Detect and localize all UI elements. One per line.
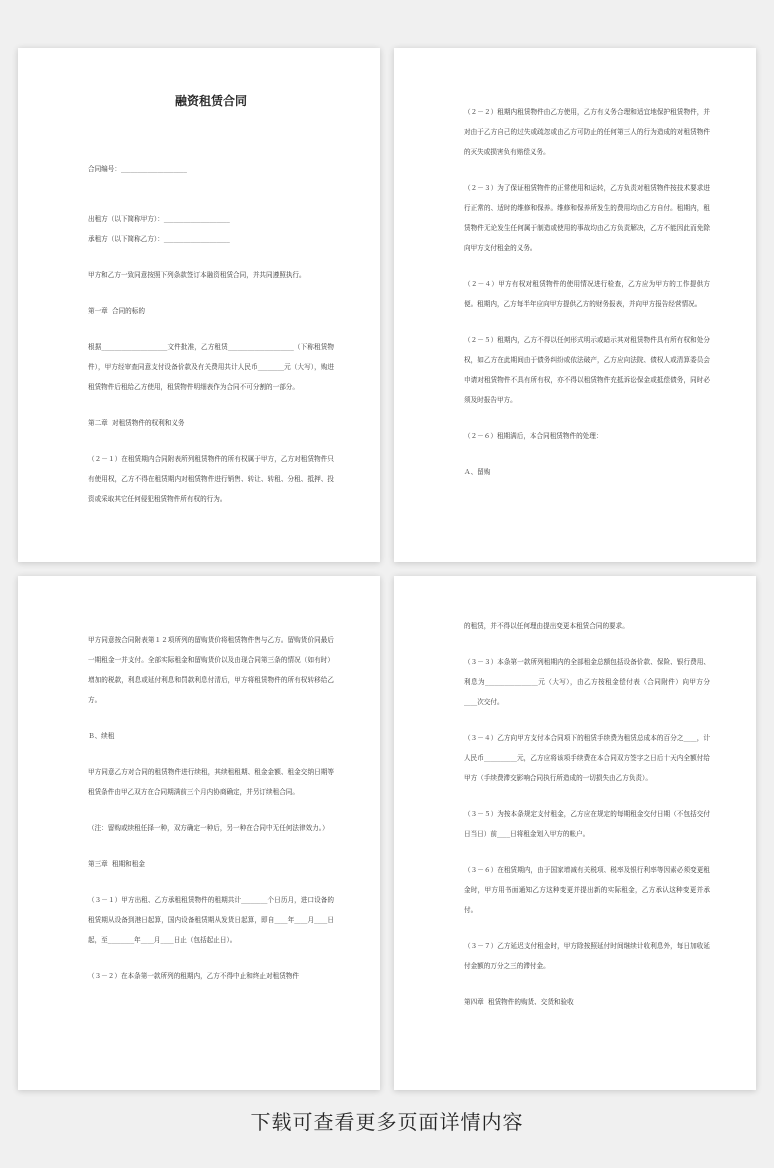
paragraph: 的租赁，并不得以任何理由提出变更本租赁合同的要求。	[464, 622, 629, 630]
chapter-heading: 第一章 合同的标的	[88, 307, 145, 315]
chapter-heading: 第四章 租赁物件的购货、交货和验收	[464, 998, 574, 1006]
paragraph: （３－４）乙方向甲方支付本合同项下的租赁手续费为租赁总成本的百分之____，计人民币__________元，乙方应将该项手续费在本合同双方签字之日后十天内全额付给甲方（手续费滞交影响合同执行所造成的一切损失由乙方负责）。	[464, 734, 710, 782]
document-page-3	[18, 576, 380, 1090]
document-title: 融资租赁合同	[174, 94, 247, 108]
chapter-heading: 第二章 对租赁物件的权利和义务	[88, 419, 185, 427]
document-page-2	[394, 48, 756, 562]
paragraph: 甲方同意乙方对合同的租赁物件进行续租，其续租租期、租金金额、租金交纳日期等租赁条件由甲乙双方在合同期满前三个月内协商确定，并另订续租合同。	[88, 768, 334, 796]
paragraph: （３－１）甲方出租、乙方承租租赁物件的租期共计________个日历月，进口设备的租赁期从设备到港日起算，国内设备租赁期从发货日起算，即自____年____月____日起，至________年____月____日止（包括起止日）。	[88, 896, 334, 944]
paragraph: （２－３）为了保证租赁物件的正常使用和运转，乙方负责对租赁物件按技术要求进行正常的、适时的维修和保养。维修和保养所发生的费用均由乙方自付。租期内，租赁物件无论发生任何属于制造或使用的事故均由乙方负责解决，乙方不能因此而免除向甲方支付租金的义务。	[464, 184, 710, 252]
lessor-line: 出租方（以下简称甲方）：____________________	[88, 215, 230, 223]
paragraph: （２－６）租期满后，本合同租赁物件的处理：	[464, 432, 603, 440]
paragraph: （２－２）租期内租赁物件由乙方使用，乙方有义务合理和适宜地保护租赁物件，并对由于乙方自己的过失或疏忽或由乙方可防止的任何第三人的行为造成的对租赁物件的灭失或损害负有赔偿义务。	[464, 108, 710, 156]
option-heading: Ａ、留购	[464, 468, 491, 476]
contract-number-line: 合同编号：____________________	[88, 165, 187, 173]
paragraph: （３－５）为按本条规定支付租金，乙方应在规定的每期租金交付日期（不包括交付日当日）前____日将租金划入甲方的帐户。	[464, 810, 710, 838]
document-page-4	[394, 576, 756, 1090]
document-page-1	[18, 48, 380, 562]
chapter-heading: 第三章 租期和租金	[88, 860, 145, 868]
paragraph: （２－４）甲方有权对租赁物件的使用情况进行检查，乙方应为甲方的工作提供方便。租期内，乙方每半年应向甲方提供乙方的财务报表，并向甲方报告经营情况。	[464, 280, 710, 308]
note-paragraph: （注：留购或续租任择一种，双方确定一种后，另一种在合同中无任何法律效力。）	[88, 824, 329, 832]
lessee-line: 承租方（以下简称乙方）：____________________	[88, 235, 230, 243]
paragraph: 根据____________________文件批准，乙方租赁____________________（下称租赁物件），甲方经审查同意支付设备价款及有关费用共计人民币________元（大写），购进租赁物件后租给乙方使用，租赁物件明细表作为合同不可分割的一部分。	[88, 343, 334, 391]
paragraph: （３－６）在租赁期内，由于国家增减有关税项、税率及银行利率等因素必须变更租金时，甲方用书面通知乙方这种变更并提出新的实际租金，乙方承认这种变更并承付。	[464, 866, 710, 914]
paragraph: （３－３）本条第一款所列租期内的全部租金总额包括设备价款、保险、银行费用、利息为________________元（大写），由乙方按租金偿付表（合同附件）向甲方分____次交付。	[464, 658, 710, 706]
download-more-caption: 下载可查看更多页面详情内容	[250, 1110, 524, 1134]
paragraph: （２－５）租期内，乙方不得以任何形式明示或暗示其对租赁物件具有所有权和处分权，如乙方在此期间由于债务纠纷或依法破产，乙方应向法院、债权人或清算委员会申请对租赁物件不具有所有权，亦不得以租赁物件充抵诉讼保金或抵偿债务，同时必须及时报告甲方。	[464, 336, 710, 404]
paragraph: 甲方同意按合同附表第１２项所列的留购货价将租赁物件售与乙方。留购货价同最后一期租金一并支付。全部实际租金和留购货价以及由现合同第三条的情况（如有时）增加的税款，利息或延付利息和罚款利息付清后，甲方将租赁物件的所有权转移给乙方。	[88, 636, 334, 704]
intro-paragraph: 甲方和乙方一致同意按照下列条款签订本融资租赁合同，并共同遵照执行。	[88, 271, 306, 279]
paragraph: （２－１）在租赁期内合同附表所列租赁物件的所有权属于甲方，乙方对租赁物件只有使用权，乙方不得在租赁期内对租赁物件进行销售、转让、转租、分租、抵押、投资或采取其它任何侵犯租赁物件所有权的行为。	[88, 455, 334, 503]
option-heading: Ｂ、续租	[88, 732, 115, 740]
paragraph: （３－７）乙方延迟支付租金时，甲方除按照延付时间继续计收利息外，每日加收延付金额的万分之三的滞付金。	[464, 942, 710, 970]
paragraph: （３－２）在本条第一款所列的租期内，乙方不得中止和终止对租赁物件	[88, 972, 299, 980]
